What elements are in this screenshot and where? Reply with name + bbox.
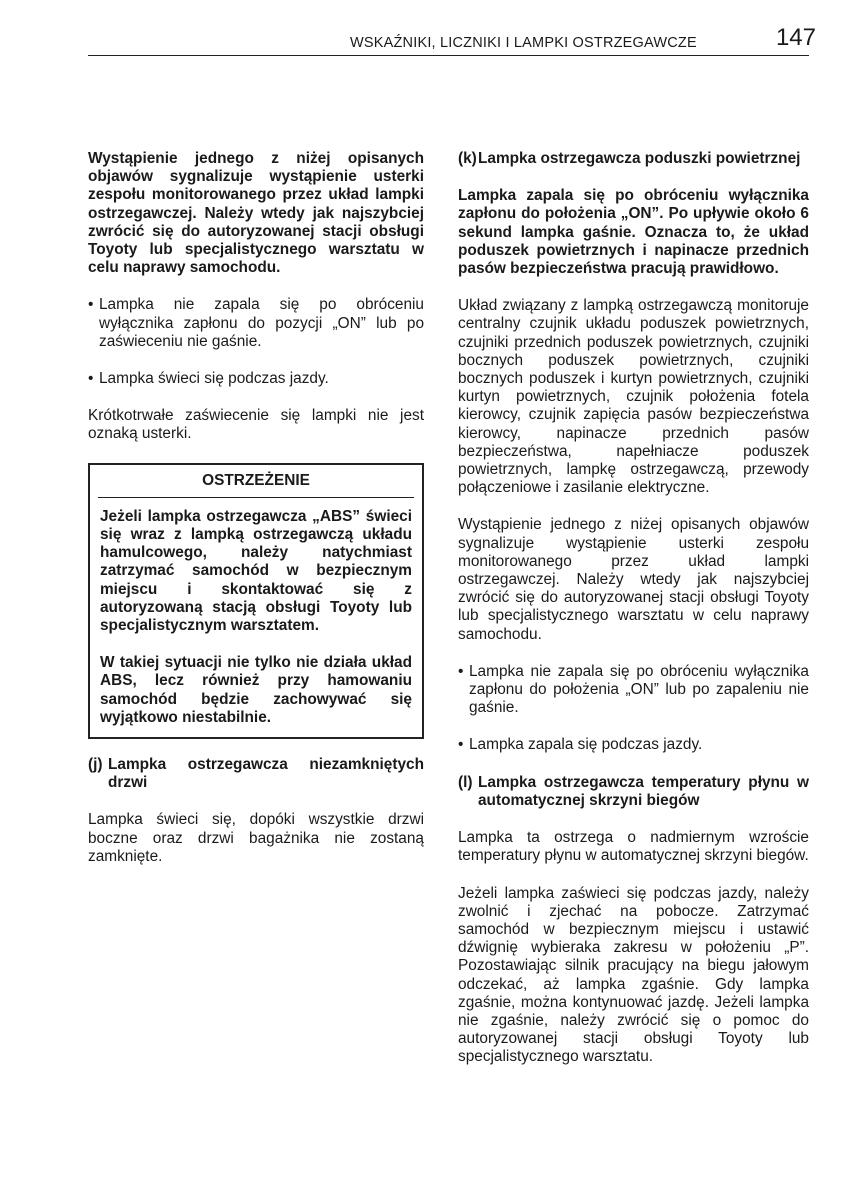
warning-title: OSTRZEŻENIE [98, 465, 414, 498]
bullet-text: Lampka nie zapala się po obróceniu wyłącznika zapłonu do pozycji „ON” lub po zaświeceniu nie gaśnie. [99, 296, 424, 350]
note-paragraph: Krótkotrwałe zaświecenie się lampki nie jest oznaką usterki. [88, 407, 424, 443]
bullet-icon: • [88, 296, 94, 314]
section-bold-paragraph: Lampka zapala się po obróceniu wyłącznika zapłonu do położenia „ON”. Po upływie około 6 sekund lampka gaśnie. Oznacza to, że układ poduszek powietrznych i napinacze przednich pasów bezpieczeństwa pracują prawidłowo. [458, 187, 809, 278]
warning-paragraph: W takiej sytuacji nie tylko nie działa układ ABS, lecz również przy hamowaniu samochód będzie zachowywać się wyjątkowo niestabilnie. [100, 654, 412, 726]
bullet-icon: • [88, 370, 94, 388]
section-label: (l) [458, 773, 473, 791]
section-heading-l [458, 774, 809, 810]
section-heading-j [88, 756, 424, 792]
list-item [458, 663, 809, 718]
list-item [88, 370, 424, 388]
section-heading-k [458, 150, 809, 168]
list-item [88, 296, 424, 351]
page-number: 147 [775, 24, 816, 51]
bullet-icon: • [458, 662, 464, 680]
list-item [458, 736, 809, 754]
section-label: (k) [458, 150, 477, 167]
section-title: Lampka ostrzegawcza niezamkniętych drzwi [108, 756, 424, 792]
section-paragraph: Lampka ta ostrzega o nadmiernym wzroście temperatury płynu w automatycznej skrzyni biegów. [458, 829, 809, 865]
right-column [458, 150, 809, 1086]
left-column [88, 150, 424, 885]
bullet-text: Lampka zapala się podczas jazdy. [469, 736, 703, 754]
header-title: WSKAŹNIKI, LICZNIKI I LAMPKI OSTRZEGAWCZE [350, 35, 697, 51]
header-divider [88, 55, 809, 56]
warning-paragraph: Jeżeli lampka ostrzegawcza „ABS” świeci się wraz z lampką ostrzegawczą układu hamulcowego, należy natychmiast zatrzymać samochód w bezpiecznym miejscu i skontaktować się z autoryzowaną stacją obsługi Toyoty lub specjalistycznym warsztatem. [100, 507, 412, 635]
bullet-text: Lampka świeci się podczas jazdy. [99, 370, 329, 388]
section-paragraph: Jeżeli lampka zaświeci się podczas jazdy, należy zwolnić i zjechać na pobocze. Zatrzymać samochód w bezpiecznym miejscu i ustawić dźwignię wybieraka zakresu w położeniu „P”. Pozostawiając silnik pracujący na biegu jałowym odczekać, aż lampka zgaśnie. Gdy lampka zgaśnie, można kontynuować jazdę. Jeżeli lampka nie zgaśnie, należy zwrócić się o pomoc do autoryzowanej stacji obsługi Toyoty lub specjalistycznego warsztatu. [458, 884, 809, 1066]
section-title: Lampka ostrzegawcza poduszki powietrznej [478, 150, 801, 167]
section-paragraph: Lampka świeci się, dopóki wszystkie drzwi boczne oraz drzwi bagażnika nie zostaną zamknięte. [88, 811, 424, 865]
section-title: Lampka ostrzegawcza temperatury płynu w automatycznej skrzyni biegów [478, 773, 809, 809]
bullet-icon: • [458, 736, 464, 754]
section-paragraph: Układ związany z lampką ostrzegawczą monitoruje centralny czujnik układu poduszek powietrznych, czujniki przednich poduszek powietrznych, czujniki bocznych poduszek powietrznych, czujniki bocznych poduszek i kurtyn powietrznych, czujniki kurtyn powietrznych, czujnik położenia fotela kierowcy, czujnik zapięcia pasów bezpieczeństwa kierowcy, napinacze przednich pasów bezpieczeństwa, napełniacze poduszek powietrznych, lampkę ostrzegawczą, przewody połączeniowe i zasilanie elektryczne. [458, 297, 809, 497]
section-label: (j) [88, 756, 103, 774]
bullet-text: Lampka nie zapala się po obróceniu wyłącznika zapłonu do położenia „ON” lub po zapaleniu nie gaśnie. [469, 662, 809, 717]
section-paragraph: Wystąpienie jednego z niżej opisanych objawów sygnalizuje wystąpienie usterki zespołu monitorowanego przez układ lampki ostrzegawczej. Należy wtedy jak najszybciej zwrócić się do autoryzowanej stacji obsługi Toyoty lub specjalistycznego warsztatu w celu naprawy samochodu. [458, 516, 809, 643]
intro-paragraph: Wystąpienie jednego z niżej opisanych objawów sygnalizuje wystąpienie usterki zespołu monitorowanego przez układ lampki ostrzegawczej. Należy wtedy jak najszybciej zwrócić się do autoryzowanej stacji obsługi Toyoty lub specjalistycznego warsztatu w celu naprawy samochodu. [88, 150, 424, 277]
warning-box [88, 463, 424, 739]
